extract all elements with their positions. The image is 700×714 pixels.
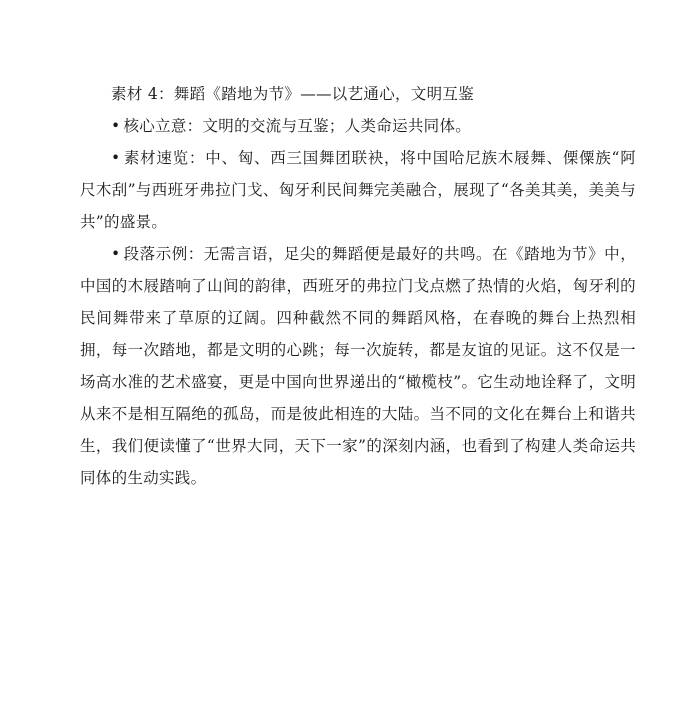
bullet-icon: • — [111, 245, 121, 263]
core-theme-paragraph — [80, 110, 636, 142]
material-title: 素材 4：舞蹈《踏地为节》——以艺通心，文明互鉴 — [111, 85, 474, 103]
bullet-icon: • — [111, 117, 121, 135]
overview-text: 中、匈、西三国舞团联袂，将中国哈尼族木屐舞、傈僳族“阿尺木刮”与西班牙弗拉门戈、匈牙利民间舞完美融合，展现了“各美其美，美美与共”的盛景。 — [80, 149, 636, 231]
core-theme-label: 核心立意： — [123, 117, 203, 135]
core-theme-text: 文明的交流与互鉴；人类命运共同体。 — [202, 117, 472, 135]
document-page — [80, 78, 636, 494]
overview-label: 素材速览： — [123, 149, 206, 167]
example-text: 无需言语，足尖的舞蹈便是最好的共鸣。在《踏地为节》中，中国的木屐踏响了山间的韵律，西班牙的弗拉门戈点燃了热情的火焰，匈牙利的民间舞带来了草原的辽阔。四种截然不同的舞蹈风格，在春晚的舞台上热烈相拥，每一次踏地，都是文明的心跳；每一次旋转，都是友谊的见证。这不仅是一场高水准的艺术盛宴，更是中国向世界递出的“橄榄枝”。它生动地诠释了，文明从来不是相互隔绝的孤岛，而是彼此相连的大陆。当不同的文化在舞台上和谐共生，我们便读懂了“世界大同，天下一家”的深刻内涵，也看到了构建人类命运共同体的生动实践。 — [80, 245, 636, 487]
example-paragraph — [80, 238, 636, 494]
overview-paragraph — [80, 142, 636, 238]
example-label: 段落示例： — [123, 245, 204, 263]
bullet-icon: • — [111, 149, 121, 167]
